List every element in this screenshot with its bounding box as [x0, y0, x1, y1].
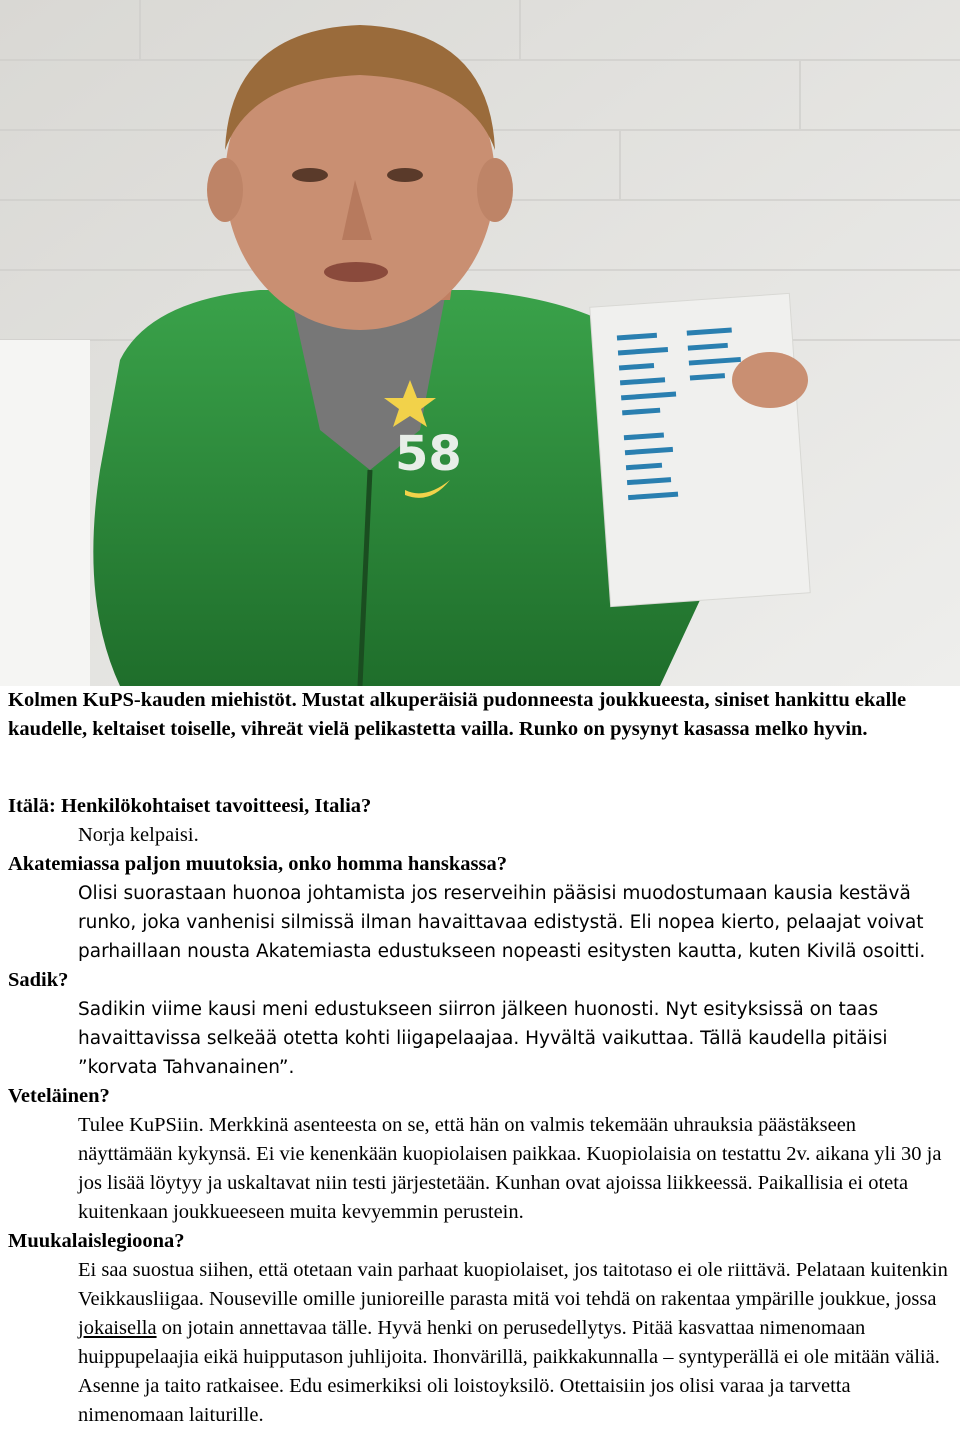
answer-legioona-part2: on jotain annettavaa tälle. Hyvä henki on perusedellytys. Pitää kasvattaa nimenomaan huippupelaajia eikä huipputason juhlijoita. Ihonvärillä, paikkakunnalla – syntyperällä ei ole mitään väliä. Asenne ja taito ratkaisee. Edu esimerkiksi oli loistoyksilö. Otettaisiin jos olisi varaa ja tarvetta nimenomaan laiturille. [78, 1317, 940, 1426]
answer-italia: Norja kelpaisi. [78, 824, 199, 846]
man-with-paper-illustration [0, 0, 960, 686]
paper-sheet [590, 293, 810, 606]
question-akatemia: Akatemiassa paljon muutoksia, onko homma hanskassa? [8, 853, 507, 875]
spacer [8, 744, 954, 792]
answer-legioona-part1: Ei saa suostua siihen, että otetaan vain parhaat kuopiolaiset, jos taitotaso ei ole riittävä. Pelataan kuitenkin Veikkausliigaa. Nouseville omille junioreille parasta mitä voi tehdä on rakentaa ympärille joukkue, jossa [78, 1259, 948, 1310]
answer-akatemia: Olisi suorastaan huonoa johtamista jos reserveihin pääsisi muodostumaan kausia kestävä runko, joka vanhenisi silmissä ilman havaittavaa edistystä. Eli nopea kierto, pelaajat voivat parhaillaan nousta Akatemiasta edustukseen nopeasti esitysten kautta, kuten Kivilä osoitti. [78, 883, 926, 962]
article-photo [0, 0, 960, 686]
question-legioona: Muukalaislegioona? [8, 1230, 185, 1252]
question-sadik: Sadik? [8, 969, 69, 991]
article-text [8, 686, 954, 1430]
question-italia: Itälä: Henkilökohtaiset tavoitteesi, Italia? [8, 795, 372, 817]
underlined-word: jokaisella [78, 1317, 157, 1339]
answer-legioona [78, 1256, 954, 1430]
answer-vetelainen: Tulee KuPSiin. Merkkinä asenteesta on se, että hän on valmis tekemään uhrauksia päästäkseen näyttämään kykynsä. Ei vie kenenkään kuopiolaisen paikkaa. Kuopiolaisia on testattu 2v. aikana yli 30 ja jos lisää löytyy ja uskaltavat niin testi järjestetään. Kunhan ovat ajoissa liikkeessä. Paikallisia ei oteta kuitenkaan joukkueeseen muita kevyemmin perustein. [78, 1114, 942, 1223]
jacket-number: 58 [395, 426, 462, 482]
answer-sadik: Sadikin viime kausi meni edustukseen siirron jälkeen huonosti. Nyt esityksissä on taas havaittavissa selkeää otetta kohti liigapelaajaa. Hyvältä vaikuttaa. Tällä kaudella pitäisi ”korvata Tahvanainen”. [78, 999, 888, 1078]
question-vetelainen: Veteläinen? [8, 1085, 110, 1107]
photo-caption: Kolmen KuPS-kauden miehistöt. Mustat alkuperäisiä pudonneesta joukkueesta, siniset hankittu ekalle kaudelle, keltaiset toiselle, vihreät vielä pelikastetta vailla. Runko on pysynyt kasassa melko hyvin. [8, 689, 907, 740]
